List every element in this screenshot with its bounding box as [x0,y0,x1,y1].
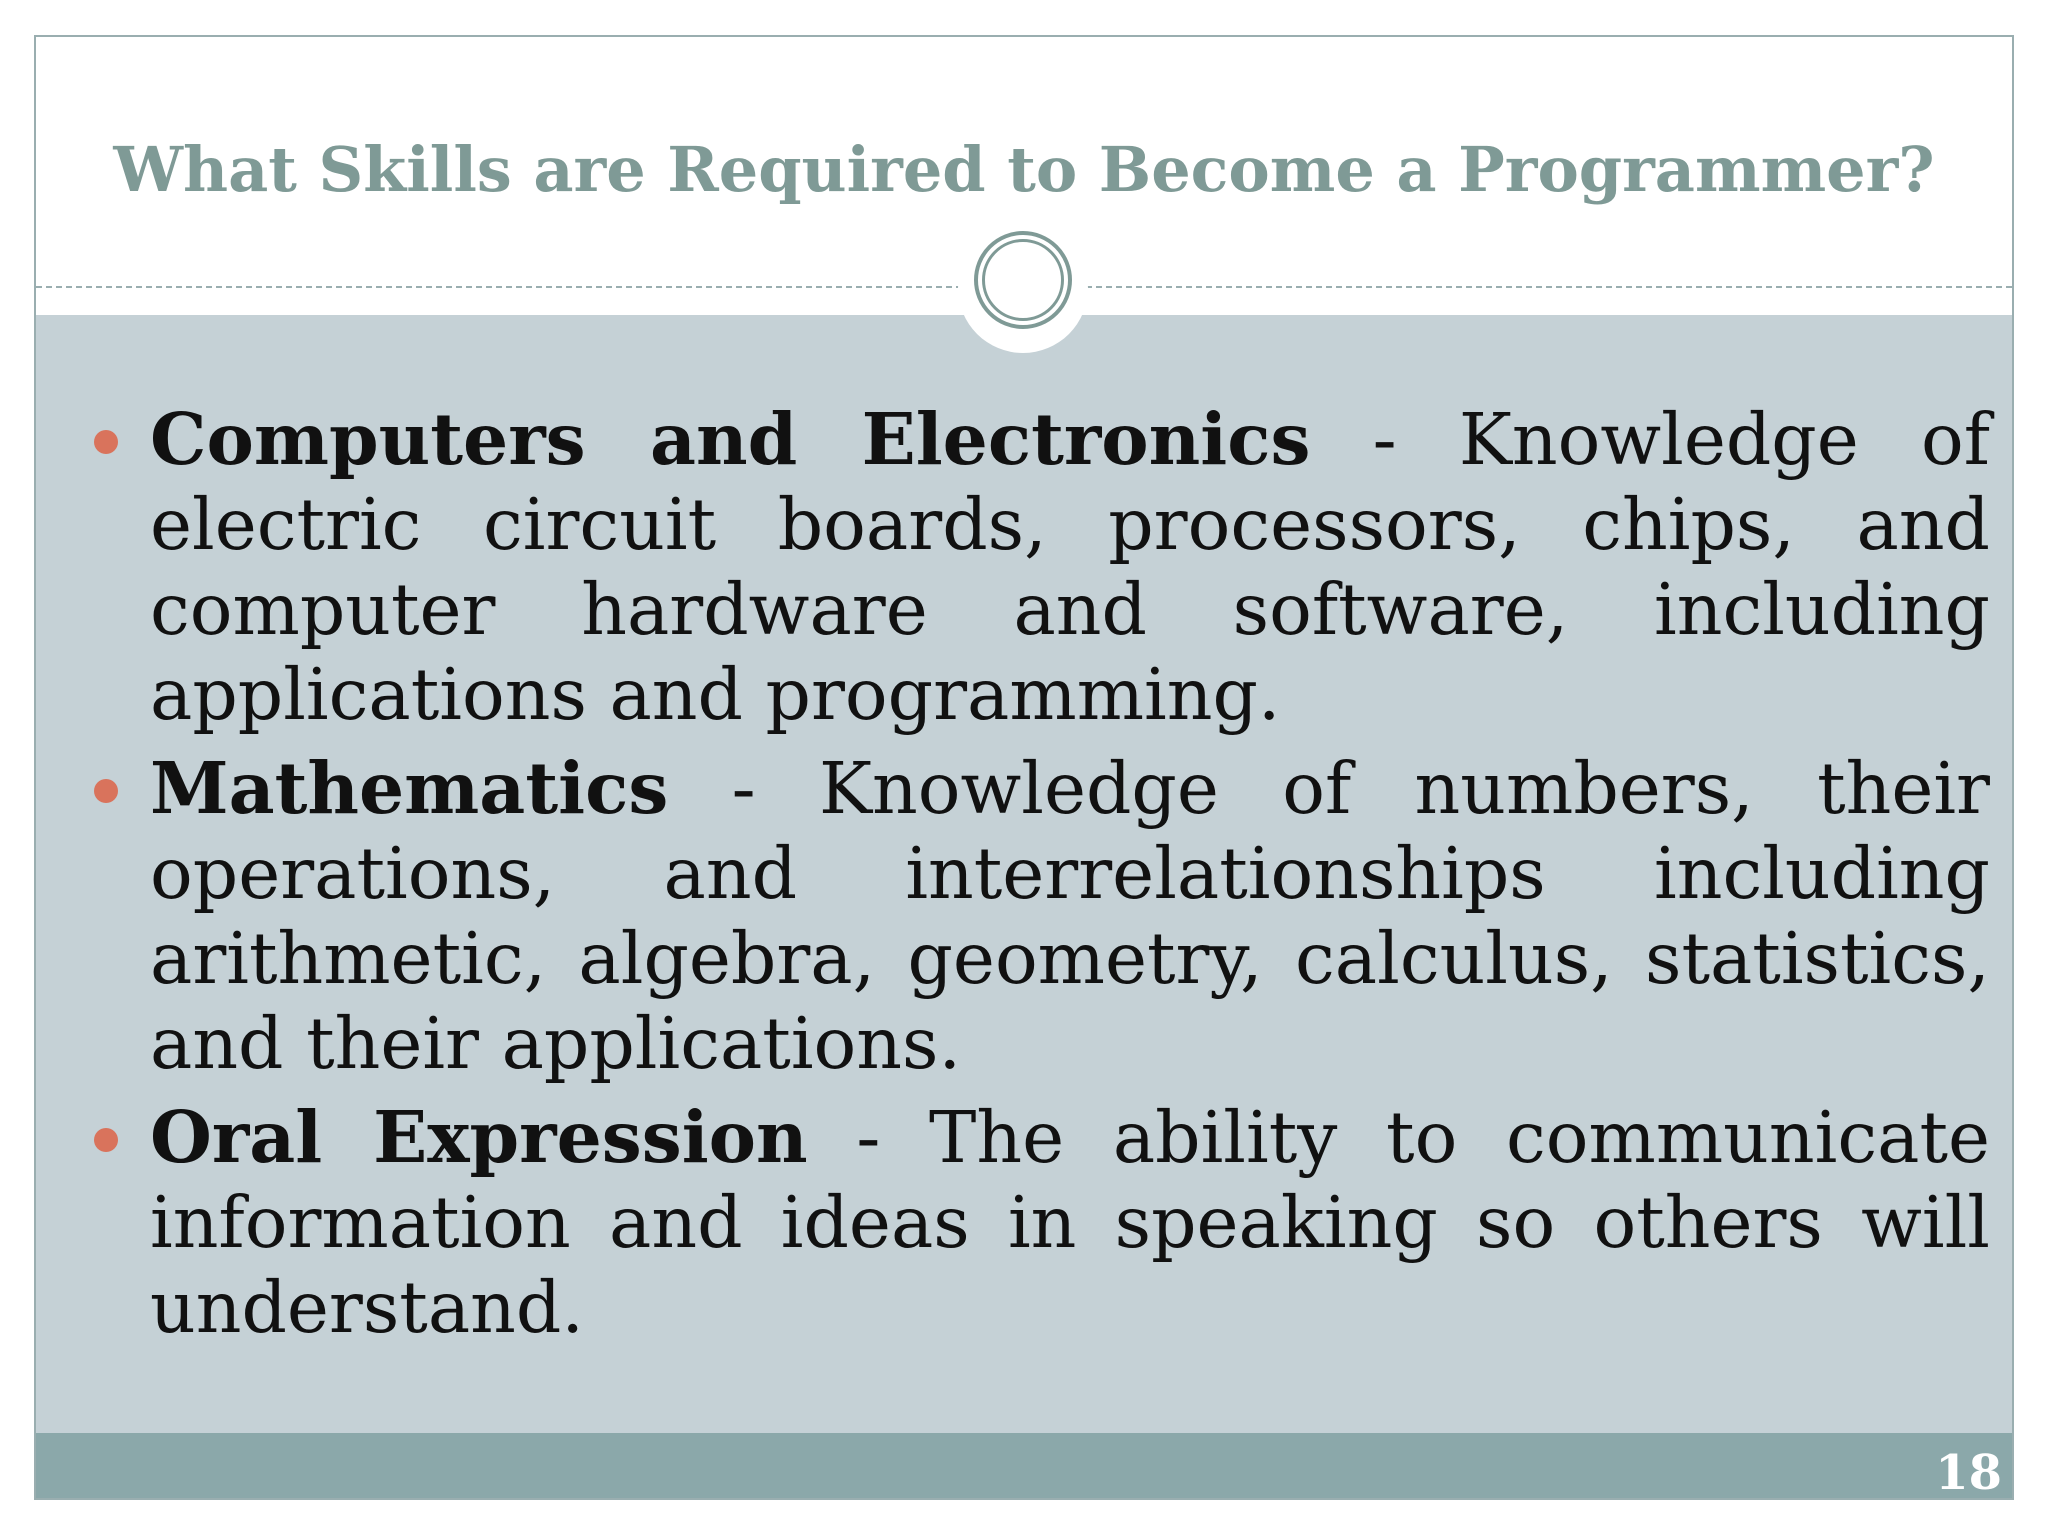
bullet-list [150,397,1990,1359]
bullet-term: Oral Expression [150,1095,808,1179]
bullet-description: - Knowledge of numbers, their operations, and interrelationships including arithmetic, algebra, geometry, calculus, statistics, and their applications. [150,747,1990,1085]
bullet-dot-icon [94,1128,118,1152]
divider-circle-inner-ring [982,239,1064,321]
bullet-item-oral-expression [150,1095,1990,1350]
bullet-item-computers-electronics [150,397,1990,737]
page-number: 18 [1935,1445,2002,1500]
footer-bar [36,1433,2012,1500]
bullet-term: Mathematics [150,746,669,830]
bullet-description: - The ability to communicate information and ideas in speaking so others will understand. [150,1096,1990,1349]
bullet-item-mathematics [150,746,1990,1086]
bullet-term: Computers and Electronics [150,397,1311,481]
bullet-dot-icon [94,430,118,454]
bullet-dot-icon [94,779,118,803]
slide [34,35,2014,1500]
slide-title: What Skills are Required to Become a Programmer? [113,133,1935,206]
bullet-description: - Knowledge of electric circuit boards, processors, chips, and computer hardware and software, including applications and programming. [150,398,1991,736]
